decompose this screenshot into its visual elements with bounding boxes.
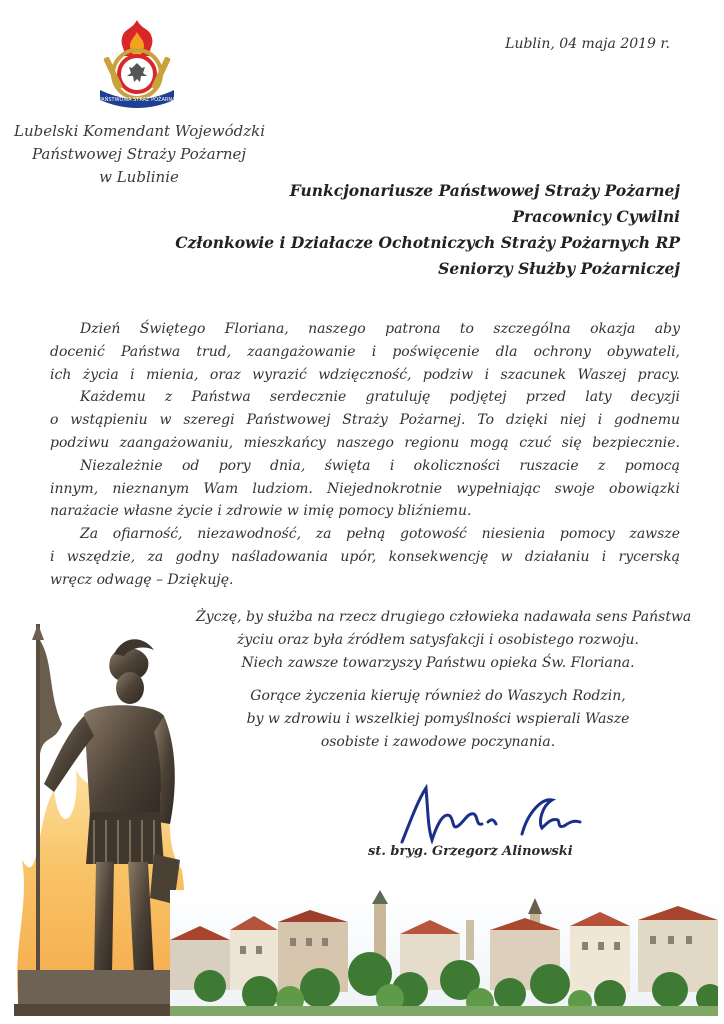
signatory-name: st. bryg. Grzegorz Alinowski: [368, 844, 573, 859]
body-line: Niezależnie od pory dnia, święta i okoliczności ruszacie z pomocą: [80, 457, 680, 474]
closing-line: Życzę, by służba na rzecz drugiego człowieka nadawała sens Państwa: [196, 609, 692, 625]
paragraph-3: [50, 455, 680, 523]
body-line: i wszędzie, za godny naśladowania upór, konsekwencję w działaniu i rycerską: [50, 548, 680, 565]
handwritten-signature-icon: [392, 782, 592, 846]
closing-line: by w zdrowiu i wszelkiej pomyślności wspierali Wasze: [246, 711, 630, 727]
closing-line: życiu oraz była źródłem satysfakcji i osobistego rozwoju.: [236, 632, 639, 648]
body-line: podziwu zaangażowaniu, mieszkańcy naszego regionu mogą czuć się bezpiecznie.: [50, 434, 680, 451]
commander-line: w Lublinie: [99, 168, 179, 186]
city-panorama-icon: [170, 890, 718, 1016]
body-line: innym, nieznanym Wam ludziom. Niejednokrotnie wypełniając swoje obowiązki: [50, 480, 680, 497]
paragraph-2: [50, 386, 680, 454]
fire-service-logo-icon: [96, 18, 178, 114]
closing-line: osobiste i zawodowe poczynania.: [320, 734, 556, 750]
body-line: Dzień Świętego Floriana, naszego patrona to szczególna okazja aby: [80, 321, 680, 337]
body-line: o wstąpieniu w szeregi Państwowej Straży Pożarnej. To dzięki niej i godnemu: [50, 412, 680, 429]
body-line: wręcz odwagę – Dziękuję.: [50, 571, 234, 588]
addressees-block: [175, 178, 680, 282]
addressee-line: Członkowie i Działacze Ochotniczych Straży Pożarnych RP: [175, 233, 680, 252]
body-line: ich życia i mienia, oraz wyrazić wdzięczność, podziw i szacunek Waszej pracy.: [50, 366, 680, 383]
body-line: narażacie własne życie i zdrowie w imię pomocy bliźniemu.: [50, 503, 472, 520]
letter-date: Lublin, 04 maja 2019 r.: [505, 36, 670, 52]
closing-line: Gorące życzenia kieruję również do Waszych Rodzin,: [250, 688, 626, 704]
addressee-line: Pracownicy Cywilni: [512, 207, 680, 226]
body-line: docenić Państwa trud, zaangażowanie i poświęcenie dla ochrony obywateli,: [50, 343, 680, 360]
commander-line: Lubelski Komendant Wojewódzki: [14, 122, 266, 140]
addressee-line: Seniorzy Służby Pożarniczej: [438, 259, 680, 278]
closing-block: [196, 606, 692, 754]
paragraph-4: [50, 523, 680, 591]
saint-florian-statue-icon: [14, 624, 184, 1016]
addressee-line: Funkcjonariusze Państwowej Straży Pożarnej: [289, 181, 680, 200]
commander-line: Państwowej Straży Pożarnej: [31, 145, 247, 163]
letter-body: [50, 318, 680, 592]
body-line: Za ofiarność, niezawodność, za pełną gotowość niesienia pomocy zawsze: [80, 526, 680, 543]
body-line: Każdemu z Państwa serdecznie gratuluję podjętej przed laty decyzji: [80, 389, 680, 406]
paragraph-1: [50, 318, 680, 386]
logo-banner-text: PAŃSTWOWA STRAŻ POŻARNA: [98, 97, 176, 103]
closing-line: Niech zawsze towarzyszy Państwu opieka Św. Floriana.: [241, 655, 635, 671]
